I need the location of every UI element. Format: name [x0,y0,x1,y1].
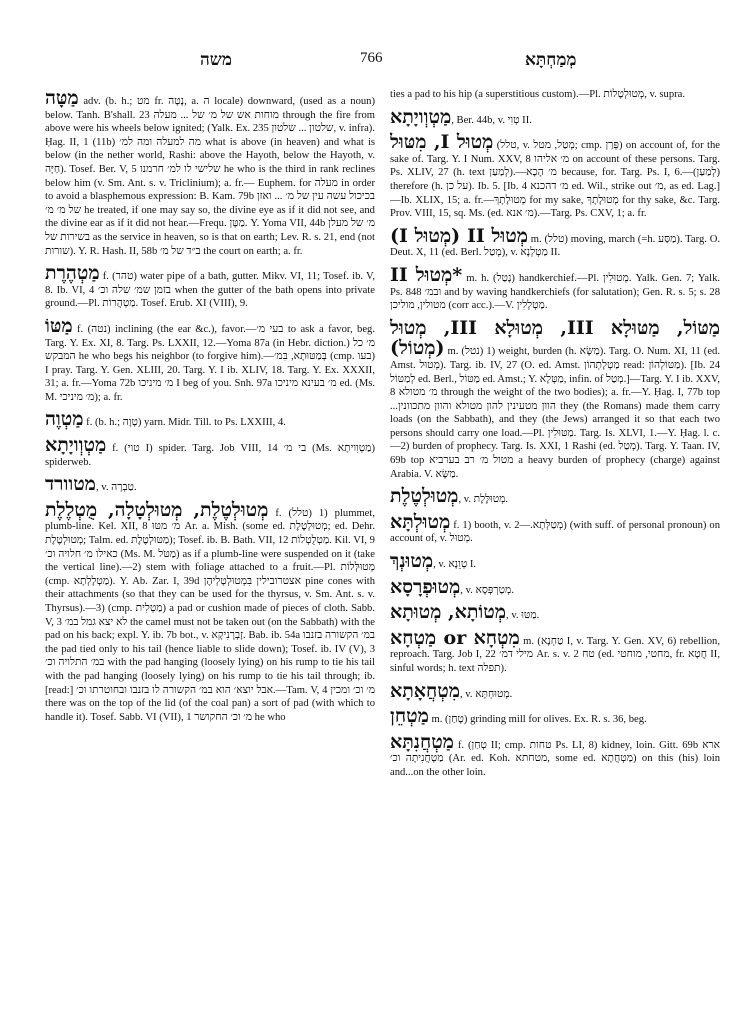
entry-text: , v. מְטַרְפְּסָא. [460,584,514,596]
dictionary-entry [45,500,375,725]
entry-headword: *מְטוּל II [390,263,463,286]
entry-text: f. (טְחַן II; cmp. טחות Ps. LI, 8) kidney, loin. Gitt. 69b ארא מַטְחֲנִיתָה וכ׳ (Ar. ed. Koh. מטחתא, some ed. מַטְחֲתָא) on this (his) loin and...on the other loin. [390,739,720,778]
entry-text: , v. מְטוּלֶּלֶת. [458,494,509,506]
entry-headword: מטוורד [45,473,96,496]
entry-headword: מַטְחֵן [390,705,429,728]
running-head-left: משה [200,50,232,69]
entry-headword: מַטּוֹל, מַטּוּלָא III, מְטוּלָא III, מְטוּל (מְטוֹל) [390,316,720,360]
entry-text: m. h. (נָטַל) handkerchief.—Pl. מְטוּלִין. Yalk. Gen. 7; Yalk. Ps. 848 ובמ׳ and by waving handkerchiefs (for salutation); Gen. R. s. 5; s. 28 מטולין, מוליכן (corr acc.).—V. מַטְלְלִין. [390,272,720,312]
entry-headword: מַטְוְויָתָא [45,434,107,457]
entry-text: , Ber. 44b, v. טְוִי II. [451,114,532,126]
dictionary-entry [45,409,375,430]
dictionary-entry [390,226,720,260]
entry-headword: מַטְוֶה [45,408,84,431]
dictionary-entry [390,132,720,221]
dictionary-entry [390,706,720,727]
entry-text: m. (טלל) moving, march (=h. מַסַּע). Targ. O. Deut. X, 11 (ed. Berl. מְטַל), v. מַטְלְנָא II. [390,233,720,259]
entry-headword: מַטּוֹ [45,314,73,337]
entry-headword: מְטוּנְךְ [390,550,434,573]
dictionary-entry [45,263,375,311]
entry-text: , v. טְוֵנָא I. [433,559,477,571]
dictionary-entry [390,628,720,676]
dictionary-entry [390,318,720,482]
entry-headword: מַטְוְויָתָא [390,105,452,128]
entry-headword: מַטְחֲנִתָּא [390,730,454,753]
entry-text: m. (טָחַן) grinding mill for olives. Ex. R. s. 36, beg. [428,714,647,726]
entry-headword: מַטָּה [45,88,79,109]
entry-text: f. (נטה) inclining (the ear &c.), favor.—בעי מ׳ to ask a favor, beg. Targ. Y. Ex. XI, 8. Targ. Ps. LXXII, 12.—Yoma 87a (in Hebr. diction.) מ׳ כל המבקש he who begs his neighbor (to forgive him).—בְּמַטּוּתָא, בִּמ׳ (cmp. בעו) I pray. Targ. Y. Gen. XLIII, 20. Targ. Y. I ib. XLIV, 18. Targ. Y. Ex. XXXII, 31; a. fr.—Yoma 72b מ׳ מיניכו I beg of you. Snh. 97a מ׳ בעינא מיניכו ed. (Ms. M. מ׳ מיניכי); a. fr. [45,323,375,403]
dictionary-entry [390,486,720,507]
entry-headword: מִטְחָא or מַטְחָא [390,626,520,649]
entry-text: f. (טוי I) spider. Targ. Job VIII, 14 בי מ׳ (Ms. מַטְוִויתָא) spiderweb. [45,443,375,468]
entry-headword: מְטוֹתָא, מְטוּתָא [390,601,507,624]
dictionary-entry [390,88,720,102]
dictionary-entry [390,551,720,572]
dictionary-entry [45,88,375,258]
right-column [390,88,720,1003]
running-head-right: מְמַחְתָּא [525,50,577,69]
entry-text: f. (טלל) 1) plummet, plumb-line. Kel. XII, 8 מ׳ מטּוּ Ar. a. Mish. (some ed. מְטוּלְטֶלֶת; ed. Dehr. מְטוּלְטֶלֶת; Talm. ed. מַטּוּלְטֶלֶת); Tosef. ib. B. Bath. VII, 12 מַטְלֻטְלוֹת. Kil. VI, 9 כאילו מ׳ חלויה וכ׳ (Ms. M. מַטֹּל) as if a plumb-line were suspended on it (take the vertical line).—2) stem with foliage attached to a fruit.—Pl. מְטוּלְּלוֹת (cmp. מַטְלָלְתָא). Y. Ab. Zar. I, 39d אצטרובילין בִּמְטוּלְטָלְיהֶן pine cones with their attachments (so that they can be used for the thyrsus, v. Sm. Ant. s. v. Thyrsus).—3) (cmp. מַטְלִית) a pad or cushion made of pieces of cloth. Sabb. V, 3 לא יצא גמל במ׳ the camel must not be taken out (on the Sabbath) with the pad on his back; expl. Y. ib. 7b bot., v. זָבְרָנִיקָא. Bab. ib. 54a במ׳ הקשורה בזנבו the pad tied only to his tail (hence liable to slide down); Tosef. ib. IV (V), 3 במ׳ התלויה וכ׳ with the pad hanging (loosely lying) on his rump to tie his tail with the pad hanging (loosely lying) on his rump to tie his tail through; ib. [read:] אבל יוצא׳ הוא במ׳ הקשורה לו בזנבו ובחוטרתו וכ׳.—Tam. V, 4 מ׳ וכ׳ ומכין there was on the top of the lid (of the coal pan) a sort of pad (with which to handle it). Tosef. Sabb. VI (VII), 1 מ׳ וכ׳ החקושר he who [45,507,375,723]
dictionary-entry [390,577,720,598]
dictionary-entry [45,435,375,469]
page-number: 766 [360,50,383,66]
entry-text: f. 1) booth, v. מְטַלְּתָא.—2) (with suff. of personal pronoun) on account of, v. מְטוּל. [390,519,720,545]
entry-text: m. (נטל) 1) weight, burden (h. מַשָּׂא). Targ. O. Num. XI, 11 (ed. Amst. מְטוּל). Targ. ib. IV, 27 (O. ed. Amst. מַטְלָתְהוֹן read: מַטּוֹלְהוֹן). [Ib. 24 לְמַטּוֹל ed. Berl., מַטּוֹל ed. Amst.; Y. מַטְּלָא, infin. of מְטַל.]—Targ. Y. I ib. XXV, 8 מ׳ מטולא through the weight of the two bodies); a. fr.—Y. Ḥag. I, 77b top ...הוון מטעינין להון מטולא והוון מתכוונין they (the Romans) made them carry loads (on the Sabbath), and they (the Jews) arranged it so that each two persons should carry one load.—Pl. מַטּוּלִין. Targ. Is. XLVI, 1.—Y. Ḥag. l. c.—2) burden of prophecy. Targ. Is. XXI, 1 Rashi (ed. מְטַל). Targ. Y. Taan. IV, 69b top מטול מ׳ רב בערביא a heavy burden of prophecy (charge) against Arabia. V. מַשָּׂא. [390,346,720,480]
dictionary-entry [390,107,720,128]
entry-text: (טלל, v. מְטַל, מטל; cmp. פְּרַן) on account of, for the sake of. Targ. Y. I Num. XXV, 8 מ׳ אליהו on account of these persons. Targ. Ps. XLIV, 27 (h. text לְמַעַן).—מ׳ הָכָא because, for. Targ. Ps. I, 6.—(לְמַעַן) therefore (h. על כן). Ib. 5. [Ib. 4 מ׳ דהכנא ed. Wil., strike out מ׳, as ed. Lag.]—Ib. XLIX, 15; a. fr.—מְטוּלָתָךְ for my sake, מְטוּלָתָךְ for thy sake, &c. Targ. Prov. VIII, 15, sq. Ms. (ed. מ׳ אנא).—Targ. Ps. CXV, 1; a. fr. [390,140,720,220]
left-column [45,88,375,1003]
entry-text: , v. טַבְרָה. [95,482,137,494]
entry-headword: מְטוּלְטֶלֶת, מְטוּלְטָלָה, מֻטְלֶלֶת [45,498,269,521]
entry-headword: מְטוּל II (מְטוּל I) [390,224,528,247]
entry-headword: מְטוּפְרָסָא [390,575,461,598]
entry-text: m. (טַחְנָא I, v. Targ. Y. Gen. XV, 6) rebellion, reproach. Targ. Job I, 22 מילי דמ׳ Ar. s. v. טח 2 (ed. מחטי, מוחטי, fr. חֲטָא II, sinful words; h. text תפלה). [390,635,720,674]
entry-headword: מַטְהֶרֶת [45,262,100,285]
entry-text: f. (טהר) water pipe of a bath, gutter. Mikv. VI, 11; Tosef. ib. V, 8. Ib. VI, 4 בזמן שמ׳ שלה וכ׳ when the gutter of the bath opens into private ground.—Pl. מַטְהֲרוֹת. Tosef. Erub. XI (VIII), 9. [45,271,375,310]
dictionary-entry [390,512,720,546]
dictionary-entry [390,265,720,313]
entry-text: f. (b. h.; טָוָה) yarn. Midr. Till. to Ps. LXXIII, 4. [83,417,286,429]
entry-headword: מְטוּלְתָּא [390,510,451,533]
entry-text: , v. מַטּוּ. [506,610,540,622]
dictionary-entry [390,681,720,702]
entry-headword: מִטְחֲאָתָא [390,679,460,702]
entry-text: adv. (b. h.; מט fr. נָטָה, a. ה locale) downward, (used as a noun) below. Tanh. B'shall. 23 מוחות אש של מ׳ של ... מעלה through the fire from above were his wheels below ignited; (Yalk. Ex. 235 שלטון ... שלטון, v. infra). Ḥag. II, 1 (11b) מה למעלה ומה למ׳ what is above (in heaven) and what is below (in the nether world, Rashi: above the Hayoth, below the Hayoth, v. חַיָּה). Tosef. Ber. V, 5 שלישי לו למ׳ חרמנו he who is the third in rank reclines below him (v. Sm. Ant. s. v. Triclinium); a. fr.— Euphem. for מעלה in order to avoid a blasphemous expression: B. Kam. 79b בכיכול עשה עין של מ׳ ... ואזן של מ׳ מ׳ he treated, if one may say so, the divine eye as if it did not see, and the divine ear as if it did not hear.—Frequ. מַטָּן. Y. Yoma VII, 44b מ׳ של מעלן בשירות של as the service in heaven, so is that on earth; Lev. R. s. 21, end (not שורות). Y. R. Hash. II, 58b ב״ד של מ׳ the court on earth; a. fr. [45,96,375,257]
entry-text: , v. מְטוּחְתָּא. [459,688,513,700]
entry-headword: מְטוּלְטֶלֶת [390,485,459,508]
dictionary-entry [45,474,375,495]
running-head [0,50,750,72]
entry-text: ties a pad to his hip (a superstitious custom).—Pl. מְטוּלְטָלוֹת, v. supra. [390,89,686,100]
entry-headword: מְטוּל I, מִטּוּל [390,131,494,154]
dictionary-entry [390,732,720,780]
dictionary-entry [390,602,720,623]
dictionary-entry [45,316,375,405]
